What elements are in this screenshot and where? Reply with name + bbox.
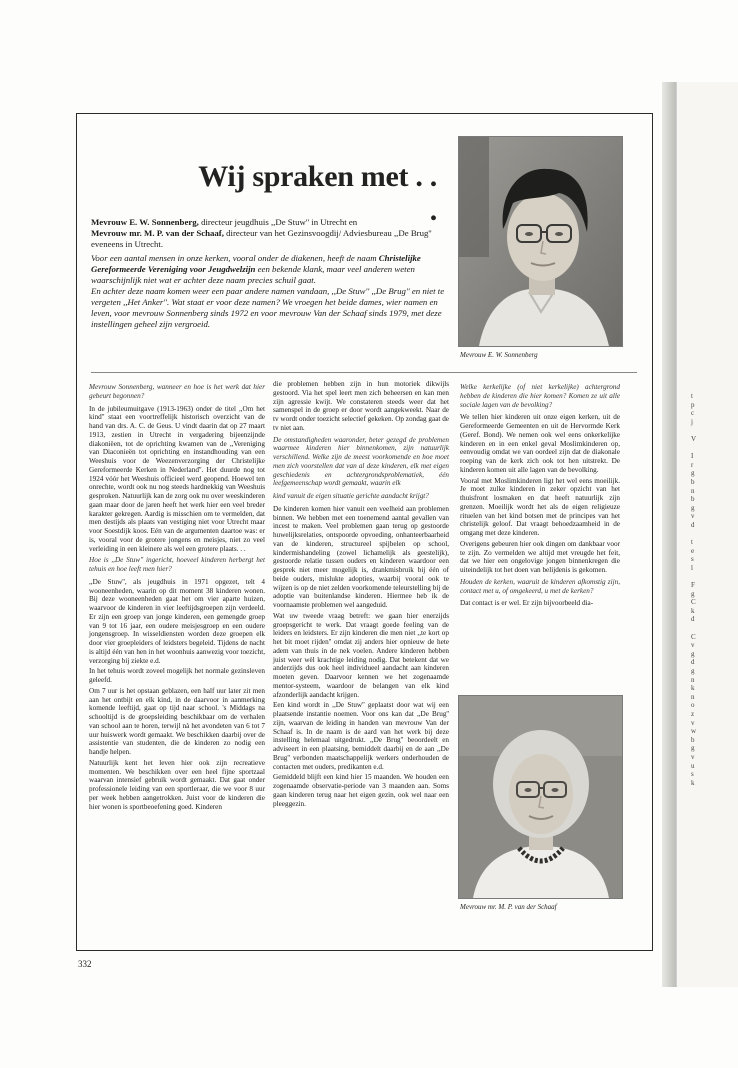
- adjacent-page-fragment: s: [691, 555, 694, 564]
- paragraph: In de jubileumuitgave (1913-1963) onder de titel ,,Om het kind'' staat een voortreffelijk historisch overzicht van de hand van drs. A. C. de Geus. U vindt daarin dat op 27 maart 1913, zestien in Utrecht in vergadering bijeenzijnde diakoniëen, tot de oprichting kwamen van de ,,Vereniging van Diaconieën tot oprichting en instandhouding van een Weeshuis voor de Weezenverzorging der Christelijke Gereformeerde Kerken in Nederland''. Het duurde nog tot 1924 vóór het Weeshuis officieel werd geopend. Hoewel ten onrechte, wordt ook nu nog steeds hardnekkig van Weeshuis gesproken. Natuurlijk kan de zorg ook nu over weeskinderen gaan maar door de jaren heeft het werk hier een veel breder karakter gekregen. Aardig is misschien om te vermelden, dat men destijds als plaats van vestiging niet voor Utrecht maar voor Soestdijk koos. Eén van de argumenten daartoe was: er is, vooral voor de grotere jongens en meisjes, niet zo veel verleiding in een kleinere als wel een grotere plaats. . .: [89, 404, 265, 553]
- adjacent-page-fragment: I: [691, 452, 694, 461]
- paragraph: Gemiddeld blijft een kind hier 15 maanden. We houden een zogenaamde observatie-periode van 3 maanden aan. Soms gaan kinderen terug naar het eigen gezin, ook wel naar een pleeggezin.: [273, 773, 449, 808]
- text-column-2: [273, 380, 449, 810]
- adjacent-page-fragment: k: [691, 778, 695, 787]
- adjacent-page-fragment: g: [691, 667, 695, 675]
- portrait-photo-van-der-schaaf: [458, 695, 623, 899]
- paragraph: Natuurlijk kent het leven hier ook zijn recreatieve momenten. We beschikken over een heel fijne sportzaal waarvan intensief gebruik wordt gemaakt. Dat gaat onder professionele leiding van een sportleraar, die we voor 8 uur per week hebben aangetrokken. Juist voor de kinderen die hier wonen is sportbeoefening goed. Kinderen: [89, 758, 265, 811]
- adjacent-page-fragment: c: [691, 409, 695, 418]
- question: Welke kerkelijke (of niet kerkelijke) achtergrond hebben de kinderen die hier komen? Komen ze uit alle sociale lagen van de bevolking?: [460, 383, 620, 409]
- paragraph: Overigens gebeuren hier ook dingen om dankbaar voor te zijn. Zo vermelden we altijd met vreugde het feit, dat we hier een ongelovige jongen binnenkregen die uiteindelijk tot het doen van belijdenis is gekomen.: [460, 539, 620, 574]
- adjacent-page-fragment: [691, 426, 738, 435]
- adjacent-page-fragment: g: [691, 744, 695, 753]
- adjacent-page-fragment: [691, 624, 738, 633]
- adjacent-page-fragment: [691, 530, 738, 539]
- adjacent-page-fragment: b: [691, 735, 695, 744]
- portrait-photo-sonnenberg: [458, 136, 623, 347]
- adjacent-page-fragment: j: [691, 417, 693, 426]
- caption-sonnenberg: Mevrouw E. W. Sonnenberg: [460, 351, 538, 359]
- adjacent-page-fragment: b: [691, 477, 695, 486]
- adjacent-page-fragment: d: [691, 615, 695, 624]
- adjacent-page-fragment: F: [691, 581, 695, 590]
- adjacent-page-fragment: p: [691, 400, 695, 409]
- adjacent-page-fragment: w: [691, 727, 697, 736]
- adjacent-page-fragment: v: [691, 641, 695, 650]
- paragraph: We tellen hier kinderen uit onze eigen kerken, uit de Gereformeerde Gemeenten en uit de Hervormde Kerk (Geref. Bond). We nemen ook wel eens onkerkelijke kinderen en in een enkel geval Moslimkinderen op, eenvoudig omdat we van oordeel zijn dat de diakonale roeping van de kerk zich ook tot hen uitstrekt. De kinderen komen uit alle lagen van de bevolking.: [460, 413, 620, 474]
- intro-lead-1: Voor een aantal mensen in onze kerken, vooral onder de diakenen, heeft de naam Christelijke Gereformeerde Vereniging voor Jeugdwelzijn een bekende klank, maar veel anderen weten waarschijnlijk niet wat er achter deze naam precies schuil gaat.: [91, 253, 421, 285]
- paragraph: Wat uw tweede vraag betreft: we gaan hier enerzijds groepsgericht te werk. Dat vraagt goede feeling van de leiders en leidsters. Er zijn kinderen die men niet ,,te kort op het bit moet rijden'' omdat zij anders hier opnieuw de hete adem van thuis in de nek voelen. Andere kinderen hebben juist weer wèl krachtige leiding nodig. Dat betekent dat we anderzijds dus ook heel individueel aandacht aan kinderen moeten geven. Daarvoor kennen we het zogenaamde mentor-systeem, waardoor de belangen van elk kind afzonderlijk aandacht krijgen.: [273, 611, 449, 699]
- article-frame: [76, 113, 653, 951]
- adjacent-page-fragment: g: [691, 649, 695, 658]
- adjacent-page-fragment: n: [691, 486, 695, 495]
- paragraph: In het tehuis wordt zoveel mogelijk het normale gezinsleven geleefd.: [89, 667, 265, 684]
- adjacent-page-fragment: n: [691, 692, 695, 701]
- adjacent-page-fragment: k: [691, 684, 695, 693]
- adjacent-page-fragment: k: [691, 606, 695, 615]
- article-title: Wij spraken met . . .: [198, 160, 437, 227]
- paragraph: die problemen hebben zijn in hun motoriek dikwijls gestoord. Via het spel leert men zich beheersen en kan men zijn agressie kwijt. We constateren steeds weer dat het samenspel in de groep er door wordt aangekweekt. Naar de tv wordt onder toezicht selectief gekeken. Op zondag gaat de tv niet aan.: [273, 380, 449, 432]
- question: kind vanuit de eigen situatie gerichte aandacht krijgt?: [273, 492, 429, 500]
- adjacent-page-fragment: b: [691, 495, 695, 504]
- question: Hoe is ,,De Stuw'' ingericht, hoeveel kinderen herbergt het tehuis en hoe leeft men hier?: [89, 556, 265, 573]
- question: De omstandigheden waaronder, beter gezegd de problemen waarmee kinderen hier binnenkomen, zijn natuurlijk verschillend. Welke zijn de meest voorkomende en hoe moet men zich voorstellen dat van al deze kinderen, elk met eigen geschiedenis en achtergrondsproblematiek, één leefgemeenschap wordt gemaakt, waarin elk: [273, 435, 449, 488]
- portrait-sonnenberg-image: [459, 137, 622, 346]
- divider-line: [91, 372, 637, 373]
- adjacent-page-fragment: v: [691, 512, 695, 521]
- adjacent-page-edge: [676, 82, 738, 987]
- portrait-van-der-schaaf-image: [459, 696, 622, 898]
- paragraph: Om 7 uur is het opstaan geblazen, een half uur later zit men aan het ontbijt en elk kind, in de daarvoor in aanmerking komende leeftijd, gaat op tijd naar school. 's Middags na schooltijd is de groepsleiding beschikbaar om de verhalen van school aan te horen, terwijl nà het avondeten van 6 tot 7 uur huiswerk wordt gemaakt. We beschikken daarbij over de assistentie van studenten, die de kinderen zo nodig een handje helpen.: [89, 686, 265, 756]
- adjacent-page-text: [691, 392, 738, 787]
- intro-lead-2: En achter deze naam komen weer een paar andere namen vandaan, ,,De Stuw'' ,,De Brug'' en niet te vergeten ,,Het Anker''. Wat staat er voor deze namen? We vroegen het beide dames, wier namen en leven, voor mevrouw Sonnenberg sinds 1972 en voor mevrouw Van der Schaaf sinds 1979, met deze instellingen geheel zijn vergroeid.: [91, 286, 445, 329]
- paragraph: Dat contact is er wel. Er zijn bijvoorbeeld dia-: [460, 599, 594, 608]
- adjacent-page-fragment: v: [691, 718, 695, 727]
- intro-line-2: Mevrouw mr. M. P. van der Schaaf, directeur van het Gezinsvoogdij/ Adviesbureau ,,De Brug'' eveneens in Utrecht.: [91, 228, 432, 249]
- adjacent-page-fragment: n: [691, 675, 695, 684]
- adjacent-page-fragment: g: [691, 503, 695, 512]
- adjacent-page-fragment: d: [691, 658, 695, 667]
- adjacent-page-fragment: t: [691, 392, 693, 400]
- adjacent-page-fragment: [691, 444, 738, 453]
- page-gutter-shadow: [662, 82, 676, 987]
- caption-van-der-schaaf: Mevrouw mr. M. P. van der Schaaf: [460, 903, 557, 911]
- text-column-3: [460, 380, 620, 610]
- adjacent-page-fragment: d: [691, 520, 695, 529]
- adjacent-page-fragment: C: [691, 632, 696, 641]
- paragraph: Een kind wordt in ,,De Stuw'' geplaatst door wat wij een plaatsende instantie noemen. Voor ons kan dat ,,De Brug'' zijn, waarvan de leiding in handen van mevrouw Van der Schaaf is. In de naam is de aard van het werk bij deze instelling helemaal uitgedrukt. ,,De Brug'' beoordeelt en adviseert in een plaatsing, bemiddelt daarbij en de aan ,,De Brug'' verbonden maatschappelijk werkers onderhouden de contacten met ouders, predikanten e.d.: [273, 701, 449, 771]
- adjacent-page-fragment: g: [691, 469, 695, 478]
- article-intro: [91, 217, 446, 330]
- paragraph: ,,De Stuw'', als jeugdhuis in 1971 opgezet, telt 4 wooneenheden, waarin op dit moment 38 kinderen wonen. Bij deze wooneenheden gaat het om vier aparte huizen, waarvoor de kinderen in vier leeftijdsgroepen zijn verdeeld. Er zijn een groep van jonge kinderen, een gemengde groep van 9 tot 16 jaar, een oudere meisjesgroep en een oudere jongensgroep. In wisseldiensten worden deze groepen elk door vier groepleiders of leidsters begeleid. Tijdens de nacht is altijd één van hen in het woonhuis aanwezig voor toezicht, verzorging bij ziekte e.d.: [89, 577, 265, 665]
- question: Mevrouw Sonnenberg, wanneer en hoe is het werk dat hier gebeurt begonnen?: [89, 383, 265, 400]
- adjacent-page-fragment: C: [691, 598, 696, 607]
- text-column-1: [89, 380, 265, 813]
- adjacent-page-fragment: t: [691, 538, 693, 547]
- adjacent-page-fragment: v: [691, 752, 695, 761]
- adjacent-page-fragment: s: [691, 770, 694, 779]
- paragraph: De kinderen komen hier vanuit een veelheid aan problemen binnen. We hebben met een toenemend aantal gevallen van incest te maken. Veel problemen gaan terug op gestoorde huwelijksrelaties, ontspoorde opvoeding, onhanteerbaarheid van de kinderen, structureel spijbelen op school, kindermishandeling (zowel lichamelijk als geestelijk), gestoorde relatie tussen ouders en kinderen waardoor een gesprek niet meer mogelijk is, drankmisbruik bij één of beide ouders, mislukte adopties, waarbij vooral ook te wijzen is op de niet zelden voorkomende teleurstelling bij de adoptie van buitenlandse kinderen. Hiermee heb ik de voornaamste problemen wel aangeduid.: [273, 504, 449, 609]
- adjacent-page-fragment: V: [691, 434, 697, 443]
- adjacent-page-fragment: l: [691, 563, 693, 572]
- adjacent-page-fragment: [691, 572, 738, 581]
- adjacent-page-fragment: o: [691, 701, 695, 710]
- intro-line-1: Mevrouw E. W. Sonnenberg, directeur jeugdhuis ,,De Stuw'' in Utrecht en: [91, 217, 358, 227]
- question: Houden de kerken, waaruit de kinderen afkomstig zijn, contact met u, of omgekeerd, u met de kerken?: [460, 577, 620, 595]
- adjacent-page-fragment: e: [691, 546, 695, 555]
- adjacent-page-fragment: g: [691, 589, 695, 598]
- adjacent-page-fragment: u: [691, 761, 695, 770]
- adjacent-page-fragment: z: [691, 709, 695, 718]
- paragraph: Vooral met Moslimkinderen ligt het wel eens moeilijk. Je moet zulke kinderen in zeker opzicht van het thuisfront losmaken en dat heeft natuurlijk zijn grenzen. Moeilijk wordt het als de eigen religieuze rituelen van het kind botsen met de principes van het christelijk geloof. Dat vraagt behoedzaamheid in de omgang met deze kinderen.: [460, 476, 620, 537]
- adjacent-page-fragment: r: [691, 460, 694, 469]
- page-number: 332: [78, 959, 92, 969]
